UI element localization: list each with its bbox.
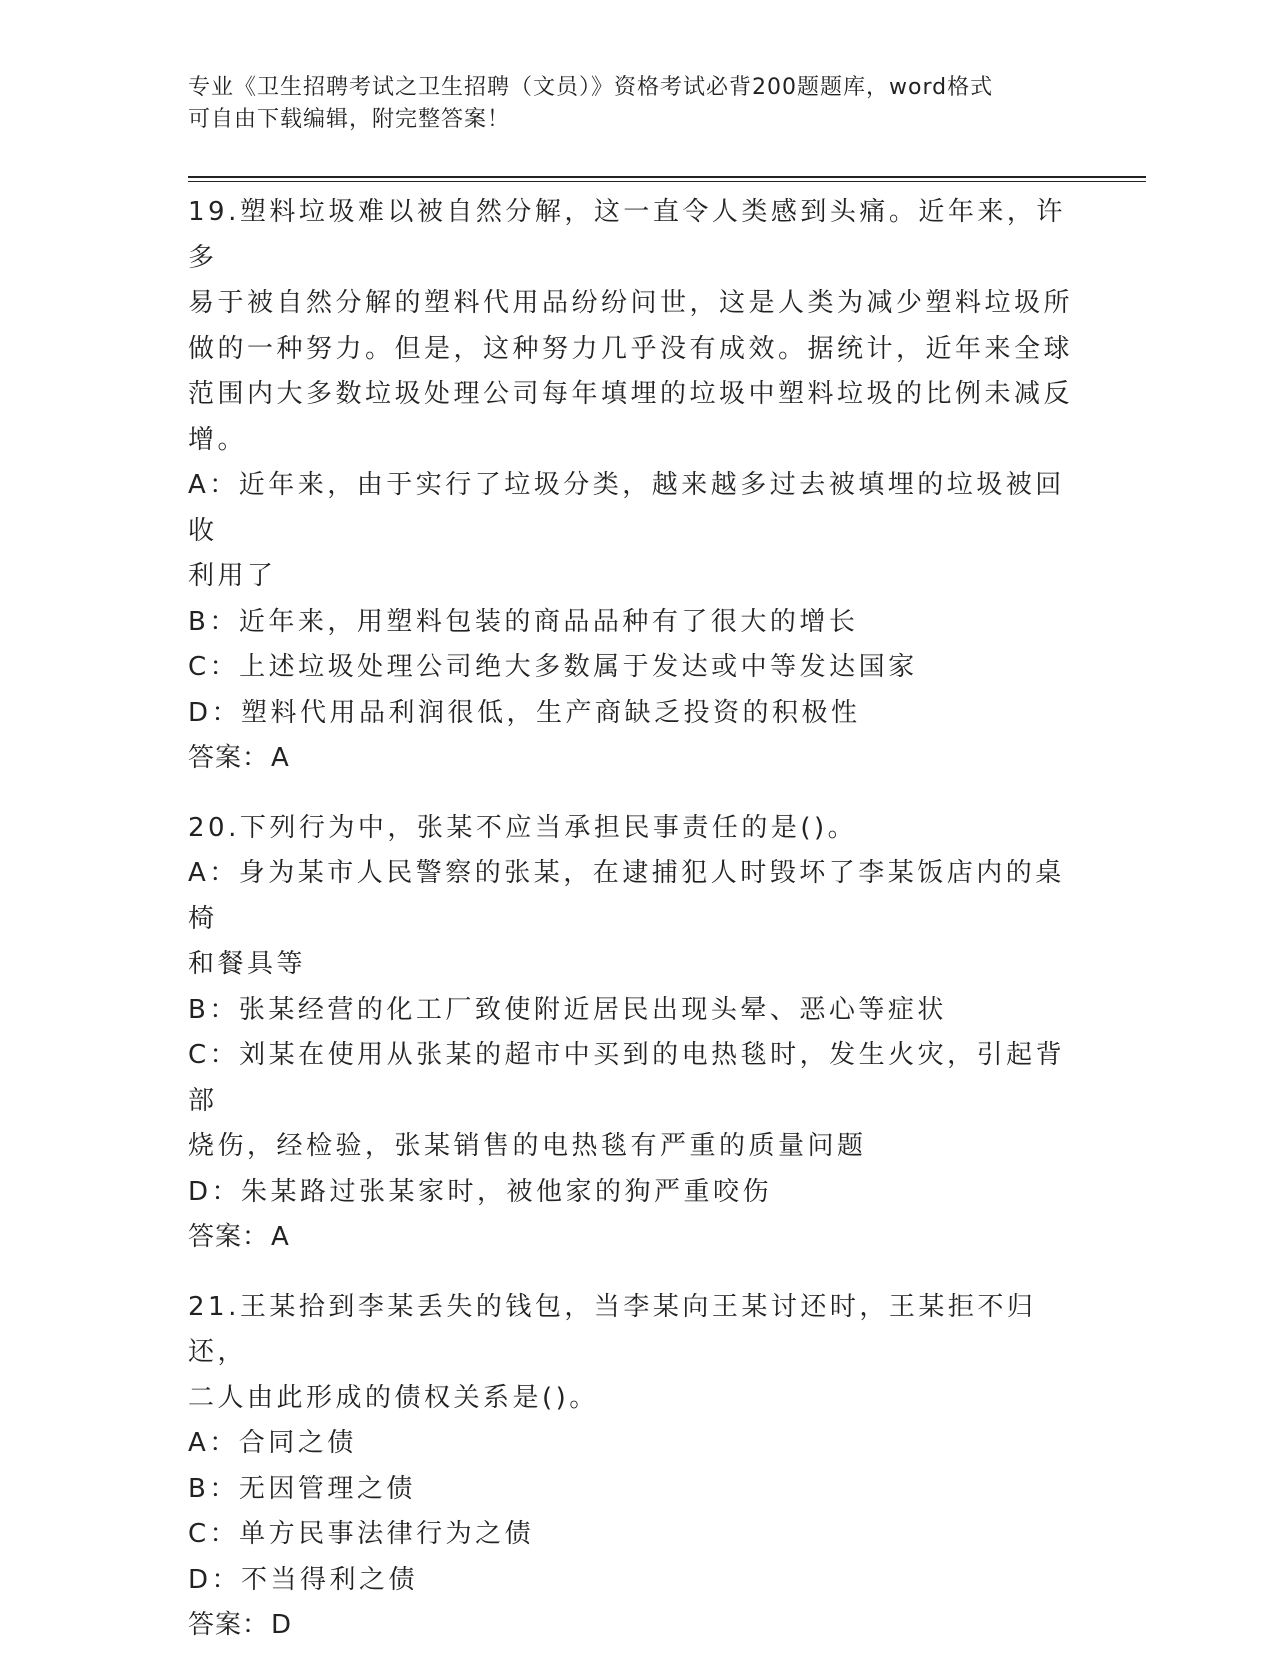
question-21: [188, 1285, 1088, 1649]
question-text-line: 19.塑料垃圾难以被自然分解，这一直令人类感到头痛。近年来，许多: [188, 197, 1066, 273]
header-rule-thin: [188, 181, 1146, 182]
option-d: D：朱某路过张某家时，被他家的狗严重咬伤: [188, 1176, 773, 1207]
answer-label: 答案：: [188, 743, 270, 773]
option-a: A：身为某市人民警察的张某，在逮捕犯人时毁坏了李某饭店内的桌椅: [188, 858, 1065, 934]
question-20: [188, 806, 1088, 1261]
answer-label: 答案：: [188, 1610, 270, 1640]
option-c: C：单方民事法律行为之债: [188, 1519, 535, 1549]
header-line-2: 可自由下载编辑，附完整答案！: [188, 107, 511, 132]
question-text-line: 增。: [188, 424, 248, 455]
question-19: [188, 190, 1088, 782]
question-list: [188, 190, 1088, 1673]
option-d: D：塑料代用品利润很低，生产商缺乏投资的积极性: [188, 697, 861, 728]
option-c-continued: 烧伤，经检验，张某销售的电热毯有严重的质量问题: [188, 1131, 867, 1161]
option-d: D：不当得利之债: [188, 1564, 419, 1595]
answer-line: [188, 1215, 1088, 1261]
question-text-line: 做的一种努力。但是，这种努力几乎没有成效。据统计，近年来全球: [188, 333, 1074, 364]
answer-line: [188, 736, 1088, 782]
question-text-line: 21.王某拾到李某丢失的钱包，当李某向王某讨还时，王某拒不归还，: [188, 1291, 1037, 1367]
option-b: B：张某经营的化工厂致使附近居民出现头晕、恶心等症状: [188, 994, 947, 1025]
option-a-continued: 利用了: [188, 561, 277, 591]
option-c: C：上述垃圾处理公司绝大多数属于发达或中等发达国家: [188, 652, 918, 682]
answer-label: 答案：: [188, 1222, 270, 1252]
option-a: A：合同之债: [188, 1428, 357, 1458]
option-c: C：刘某在使用从张某的超市中买到的电热毯时，发生火灾，引起背部: [188, 1040, 1066, 1116]
question-text-line: 20.下列行为中，张某不应当承担民事责任的是()。: [188, 812, 858, 843]
option-a-continued: 和餐具等: [188, 949, 307, 979]
option-b: B：近年来，用塑料包装的商品品种有了很大的增长: [188, 606, 859, 637]
option-a: A：近年来，由于实行了垃圾分类，越来越多过去被填埋的垃圾被回收: [188, 470, 1065, 546]
header-line-1: 专业《卫生招聘考试之卫生招聘（文员）》资格考试必背200题题库，word格式: [188, 75, 994, 100]
answer-value: D: [271, 1610, 293, 1640]
answer-value: A: [271, 743, 290, 773]
question-text-line: 易于被自然分解的塑料代用品纷纷问世，这是人类为减少塑料垃圾所: [188, 288, 1074, 318]
document-header: [188, 72, 1068, 136]
header-rule-thick: [188, 176, 1146, 178]
question-text-line: 二人由此形成的债权关系是()。: [188, 1382, 599, 1413]
option-b: B：无因管理之债: [188, 1473, 416, 1504]
question-text-line: 范围内大多数垃圾处理公司每年填埋的垃圾中塑料垃圾的比例未减反: [188, 379, 1074, 409]
answer-line: [188, 1603, 1088, 1649]
answer-value: A: [271, 1222, 290, 1252]
